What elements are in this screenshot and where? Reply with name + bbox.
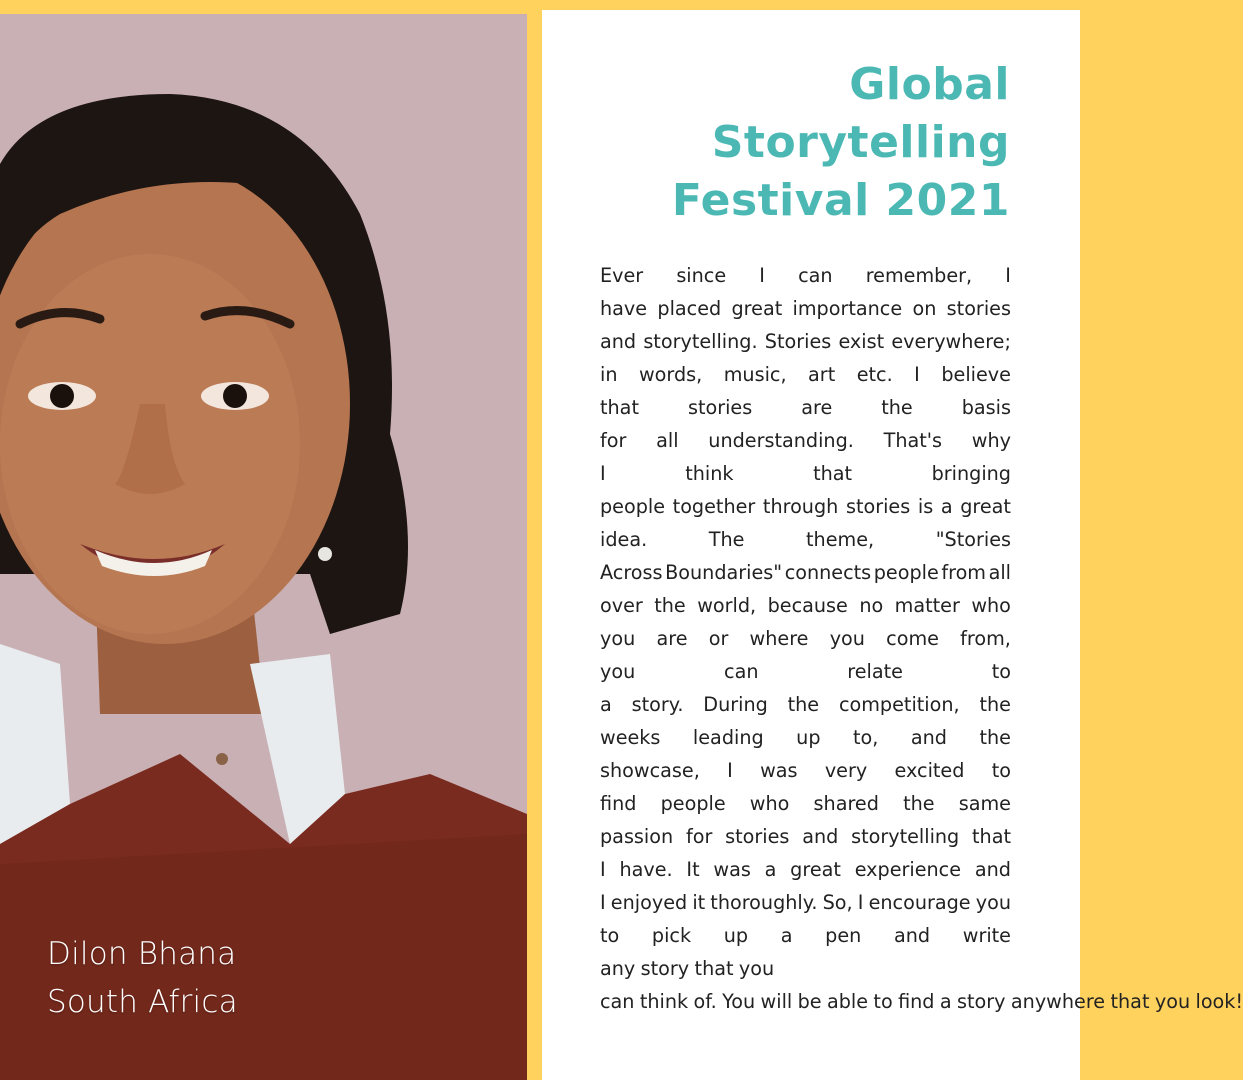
festival-title (580, 56, 1010, 230)
person-country: South Africa (47, 984, 238, 1020)
text-line: I have. It was a great experience and (600, 858, 1011, 881)
person-caption (47, 930, 238, 1026)
text-line: you are or where you come from, (600, 627, 1011, 650)
text-line: you can relate to (600, 660, 1011, 683)
title-line-1: Global (849, 59, 1010, 110)
text-line: showcase, I was very excited to (600, 759, 1011, 782)
text-line: any story that you (600, 957, 775, 980)
text-line: passion for stories and storytelling that (600, 825, 1011, 848)
text-line: to pick up a pen and write (600, 924, 1011, 947)
text-line: I enjoyed it thoroughly. So, I encourage you (600, 891, 1011, 914)
text-line: a story. During the competition, the (600, 693, 1011, 716)
text-line: and storytelling. Stories exist everywhere; (600, 330, 1011, 353)
text-line: have placed great importance on stories (600, 297, 1011, 320)
portrait-illustration (0, 14, 527, 1080)
text-line: people together through stories is a great (600, 495, 1011, 518)
text-line: Ever since I can remember, I (600, 264, 1011, 287)
text-line: that stories are the basis (600, 396, 1011, 419)
text-line: weeks leading up to, and the (600, 726, 1011, 749)
text-line: over the world, because no matter who (600, 594, 1011, 617)
text-line: for all understanding. That's why (600, 429, 1011, 452)
text-line: find people who shared the same (600, 792, 1011, 815)
portrait-photo (0, 14, 527, 1080)
text-line: in words, music, art etc. I believe (600, 363, 1011, 386)
text-line: idea. The theme, "Stories (600, 528, 1011, 551)
text-line: I think that bringing (600, 462, 1011, 485)
testimonial-text (600, 259, 1243, 1018)
title-line-2: Storytelling (711, 117, 1010, 168)
text-line: can think of. You will be able to find a story anywhere that you look! (600, 990, 1243, 1013)
title-line-3: Festival 2021 (671, 175, 1010, 226)
person-name: Dilon Bhana (47, 936, 237, 972)
testimonial-card (542, 10, 1243, 1080)
text-line: Across Boundaries" connects people from all (600, 561, 1011, 584)
